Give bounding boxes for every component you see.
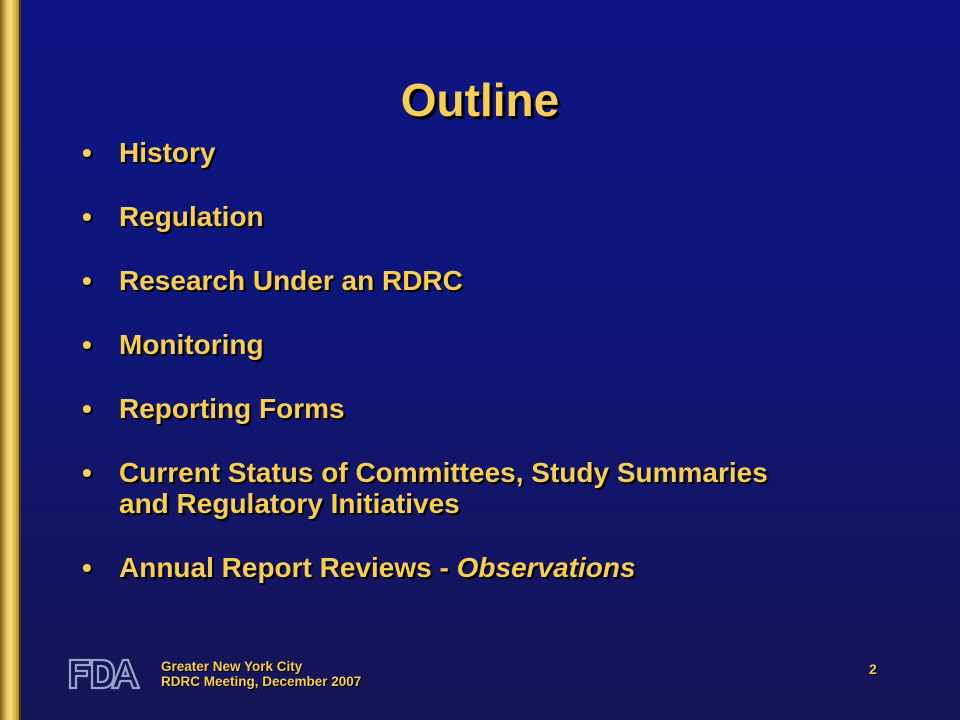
list-item-italic-text: Observations — [456, 552, 636, 583]
list-item-text: Reporting Forms — [119, 393, 345, 424]
bullet-icon: • — [82, 552, 92, 583]
fda-logo-icon — [68, 658, 140, 690]
list-item-text: Research Under an RDRC — [119, 265, 463, 296]
slide-title: Outline — [400, 74, 560, 126]
bullet-icon: • — [82, 457, 92, 488]
bullet-icon: • — [82, 265, 92, 296]
bullet-icon: • — [82, 137, 92, 168]
list-item — [82, 329, 942, 360]
list-item — [82, 265, 942, 296]
list-item-text: Annual Report Reviews - — [119, 552, 457, 583]
outline-list — [82, 137, 942, 583]
list-item — [82, 201, 942, 232]
bullet-icon: • — [82, 201, 92, 232]
bullet-icon: • — [82, 393, 92, 424]
list-item-text: Regulation — [119, 201, 264, 232]
list-item — [82, 457, 942, 519]
list-item — [82, 393, 942, 424]
page-number: 2 — [869, 661, 877, 677]
footer-line-1: Greater New York City — [161, 659, 303, 674]
list-item-text: Monitoring — [119, 329, 264, 360]
footer-caption — [161, 659, 361, 689]
bullet-icon: • — [82, 329, 92, 360]
list-item — [82, 552, 942, 583]
list-item-text-line1: Current Status of Committees, Study Summaries — [119, 457, 768, 488]
footer-line-2: RDRC Meeting, December 2007 — [161, 674, 362, 689]
list-item-text: History — [119, 137, 216, 168]
list-item-text-line2: and Regulatory Initiatives — [119, 488, 460, 519]
list-item — [82, 137, 942, 168]
